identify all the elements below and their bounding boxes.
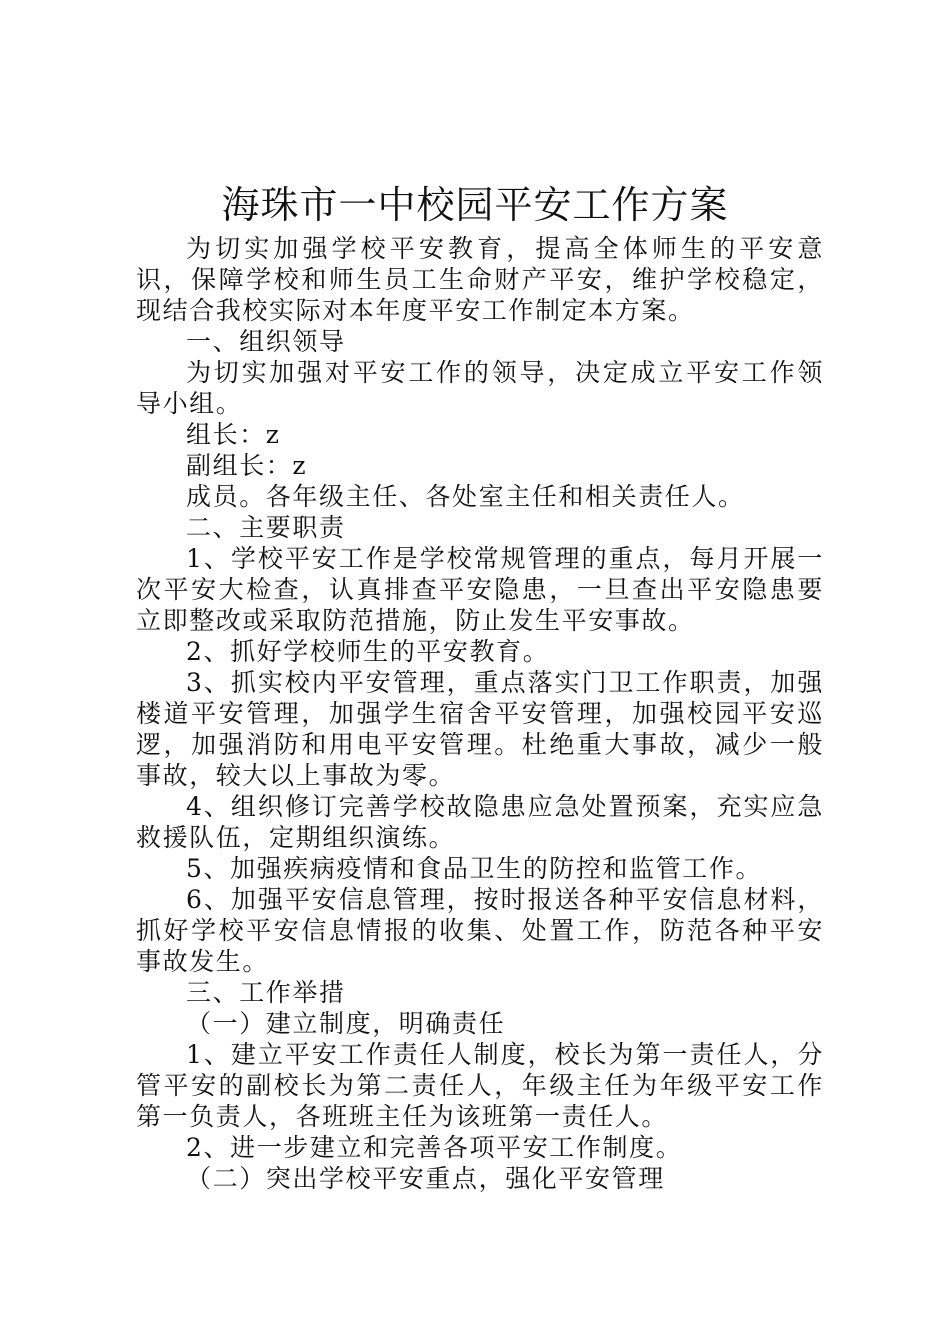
duty-item: 3、抓实校内平安管理，重点落实门卫工作职责，加强楼道平安管理，加强学生宿舍平安管理，加强校园平安巡逻，加强消防和用电平安管理。杜绝重大事故，减少一般事故，较大以上事故为零。 xyxy=(136,668,824,790)
section-heading-organization: 一、组织领导 xyxy=(186,327,346,356)
document-title: 海珠市一中校园平安工作方案 xyxy=(221,183,729,227)
subsection-heading: （一）建立制度，明确责任 xyxy=(186,1009,506,1038)
members-line: 成员。各年级主任、各处室主任和相关责任人。 xyxy=(186,482,745,511)
deputy-leader-line: 副组长：z xyxy=(186,451,308,480)
paragraph: 为切实加强对平安工作的领导，决定成立平安工作领导小组。 xyxy=(136,358,824,418)
duty-item: 5、加强疾病疫情和食品卫生的防控和监管工作。 xyxy=(186,854,763,883)
section-heading-duties: 二、主要职责 xyxy=(186,513,346,542)
document-body xyxy=(136,233,824,1194)
duty-item: 4、组织修订完善学校故隐患应急处置预案，充实应急救援队伍，定期组织演练。 xyxy=(136,792,824,852)
intro-paragraph: 为切实加强学校平安教育，提高全体师生的平安意识，保障学校和师生员工生命财产平安，维护学校稳定，现结合我校实际对本年度平安工作制定本方案。 xyxy=(136,234,824,325)
measure-item: 1、建立平安工作责任人制度，校长为第一责任人，分管平安的副校长为第二责任人，年级主任为年级平安工作第一负责人，各班班主任为该班第一责任人。 xyxy=(136,1040,824,1131)
section-heading-measures: 三、工作举措 xyxy=(186,978,346,1007)
duty-item: 6、加强平安信息管理，按时报送各种平安信息材料，抓好学校平安信息情报的收集、处置工作，防范各种平安事故发生。 xyxy=(136,885,824,976)
duty-item: 2、抓好学校师生的平安教育。 xyxy=(186,637,550,666)
leader-line: 组长：z xyxy=(186,420,281,449)
measure-item: 2、进一步建立和完善各项平安工作制度。 xyxy=(186,1133,683,1162)
duty-item: 1、学校平安工作是学校常规管理的重点，每月开展一次平安大检查，认真排查平安隐患，一旦查出平安隐患要立即整改或采取防范措施，防止发生平安事故。 xyxy=(136,544,824,635)
subsection-heading: （二）突出学校平安重点，强化平安管理 xyxy=(186,1164,665,1193)
